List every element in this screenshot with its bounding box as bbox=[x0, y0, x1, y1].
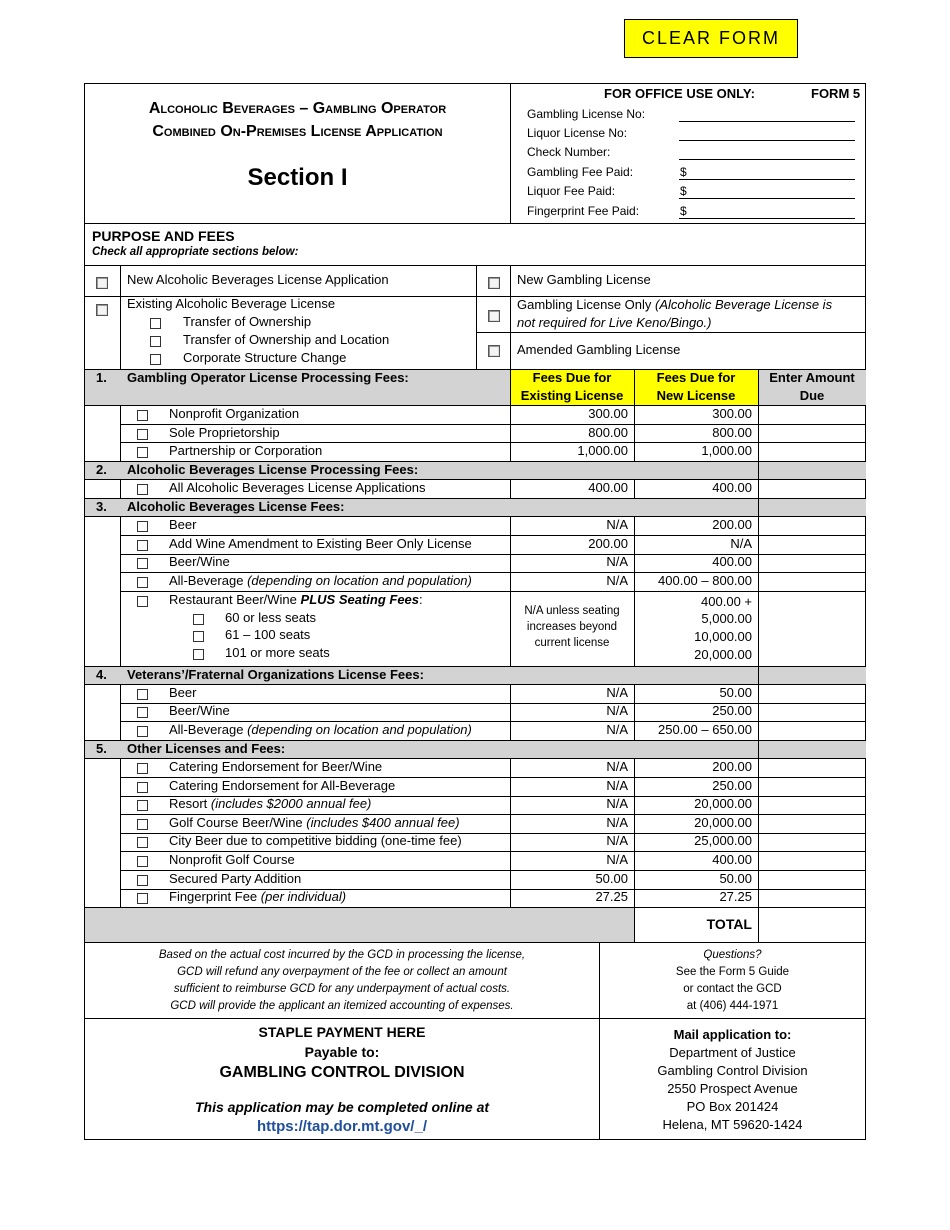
restaurant-new-fee: 5,000.00 bbox=[701, 611, 752, 626]
transfer-location-checkbox[interactable] bbox=[150, 336, 161, 347]
section-title: Section I bbox=[247, 164, 348, 191]
row-checkbox[interactable] bbox=[137, 540, 148, 551]
office-field-label: Check Number: bbox=[527, 145, 611, 159]
row-new-fee: 400.00 bbox=[712, 480, 752, 495]
row-label: Partnership or Corporation bbox=[169, 443, 323, 458]
col-enter-header-2: Due bbox=[799, 388, 825, 403]
row-existing-fee: N/A bbox=[606, 517, 628, 532]
office-field-line[interactable] bbox=[679, 218, 855, 219]
transfer-ownership-label: Transfer of Ownership bbox=[183, 314, 312, 329]
row-new-fee: 800.00 bbox=[712, 425, 752, 440]
existing-alcohol-label: Existing Alcoholic Beverage License bbox=[127, 296, 336, 311]
row-existing-fee: N/A bbox=[606, 833, 628, 848]
section-3-title: Alcoholic Beverages License Fees: bbox=[127, 499, 345, 514]
gambling-only-note: not required for Live Keno/Bingo.) bbox=[517, 315, 712, 330]
row-label: Catering Endorsement for All-Beverage bbox=[169, 778, 396, 793]
col-existing-header: Fees Due for bbox=[532, 370, 612, 385]
total-amount-field[interactable] bbox=[759, 908, 865, 941]
form-number: FORM 5 bbox=[811, 86, 861, 101]
restaurant-new-fee: 10,000.00 bbox=[694, 629, 752, 644]
amended-gambling-label: Amended Gambling License bbox=[517, 342, 681, 357]
row-checkbox[interactable] bbox=[137, 577, 148, 588]
row-existing-fee: 200.00 bbox=[588, 536, 628, 551]
row-checkbox[interactable] bbox=[137, 596, 148, 607]
restaurant-new-fee: 400.00 + bbox=[701, 594, 752, 609]
row-checkbox[interactable] bbox=[137, 763, 148, 774]
mail-line: Helena, MT 59620-1424 bbox=[662, 1117, 803, 1132]
row-checkbox[interactable] bbox=[137, 893, 148, 904]
row-checkbox[interactable] bbox=[137, 484, 148, 495]
row-existing-fee: 50.00 bbox=[595, 871, 628, 886]
seat-checkbox[interactable] bbox=[193, 649, 204, 660]
row-label: Golf Course Beer/Wine (includes $400 annual fee) bbox=[169, 815, 460, 830]
restaurant-existing-note: current license bbox=[534, 637, 610, 649]
row-new-fee: 200.00 bbox=[712, 517, 752, 532]
payable-to: Payable to: bbox=[304, 1044, 380, 1060]
row-existing-fee: N/A bbox=[606, 796, 628, 811]
row-label: Beer bbox=[169, 685, 197, 700]
office-field-label: Fingerprint Fee Paid: bbox=[527, 204, 640, 218]
amount-due-fields[interactable] bbox=[759, 685, 865, 739]
questions-title: Questions? bbox=[703, 949, 762, 961]
row-label: Nonprofit Organization bbox=[169, 406, 300, 421]
row-existing-fee: 800.00 bbox=[588, 425, 628, 440]
row-label: All-Beverage (depending on location and population) bbox=[169, 573, 472, 588]
row-existing-fee: 300.00 bbox=[588, 406, 628, 421]
col-existing-header-2: Existing License bbox=[520, 388, 624, 403]
new-alcohol-checkbox[interactable] bbox=[96, 277, 108, 289]
row-existing-fee: N/A bbox=[606, 815, 628, 830]
dollar-sign: $ bbox=[680, 204, 687, 218]
office-field-label: Gambling Fee Paid: bbox=[527, 165, 634, 179]
office-field-line[interactable] bbox=[679, 159, 855, 160]
row-new-fee: 400.00 bbox=[712, 852, 752, 867]
row-label: Beer/Wine bbox=[169, 554, 230, 569]
row-existing-fee: N/A bbox=[606, 703, 628, 718]
row-label: All Alcoholic Beverages License Applications bbox=[169, 480, 426, 495]
row-label: Resort (includes $2000 annual fee) bbox=[169, 796, 372, 811]
row-existing-fee: N/A bbox=[606, 759, 628, 774]
row-existing-fee: 400.00 bbox=[588, 480, 628, 495]
mail-line: Department of Justice bbox=[669, 1045, 796, 1060]
office-field-line[interactable] bbox=[679, 140, 855, 141]
payee-name: GAMBLING CONTROL DIVISION bbox=[219, 1064, 465, 1081]
row-label: Secured Party Addition bbox=[169, 871, 302, 886]
section-4-number: 4. bbox=[96, 667, 107, 682]
row-new-fee: 250.00 – 650.00 bbox=[658, 722, 752, 737]
refund-text: Based on the actual cost incurred by the GCD in processing the license, bbox=[158, 949, 526, 961]
online-note: This application may be completed online at bbox=[194, 1099, 490, 1115]
col-new-header: Fees Due for bbox=[656, 370, 736, 385]
seat-checkbox[interactable] bbox=[193, 614, 204, 625]
section-4-title: Veterans’/Fraternal Organizations License Fees: bbox=[127, 667, 424, 682]
row-existing-fee: 27.25 bbox=[595, 889, 628, 904]
mail-line: PO Box 201424 bbox=[686, 1099, 779, 1114]
refund-text: GCD will refund any overpayment of the fee or collect an amount bbox=[177, 966, 507, 978]
restaurant-new-fee: 20,000.00 bbox=[694, 647, 752, 662]
row-checkbox[interactable] bbox=[137, 782, 148, 793]
row-checkbox[interactable] bbox=[137, 521, 148, 532]
row-label: Add Wine Amendment to Existing Beer Only License bbox=[169, 536, 472, 551]
row-label: Catering Endorsement for Beer/Wine bbox=[169, 759, 383, 774]
row-existing-fee: N/A bbox=[606, 685, 628, 700]
form-title-line2: Combined On-Premises License Application bbox=[152, 123, 443, 140]
amended-gambling-checkbox[interactable] bbox=[488, 345, 500, 357]
online-link[interactable]: https://tap.dor.mt.gov/_/ bbox=[256, 1118, 427, 1135]
new-gambling-checkbox[interactable] bbox=[488, 277, 500, 289]
restaurant-existing-note: increases beyond bbox=[526, 621, 618, 633]
row-new-fee: 400.00 – 800.00 bbox=[658, 573, 752, 588]
row-checkbox[interactable] bbox=[137, 558, 148, 569]
row-new-fee: 25,000.00 bbox=[694, 833, 752, 848]
row-checkbox[interactable] bbox=[137, 800, 148, 811]
office-field-label: Liquor License No: bbox=[527, 126, 628, 140]
section-3-number: 3. bbox=[96, 499, 107, 514]
gambling-only-checkbox[interactable] bbox=[488, 310, 500, 322]
row-new-fee: 250.00 bbox=[712, 778, 752, 793]
amount-due-fields[interactable] bbox=[759, 759, 865, 906]
office-field-line[interactable] bbox=[679, 198, 855, 199]
dollar-sign: $ bbox=[680, 184, 687, 198]
seat-checkbox[interactable] bbox=[193, 631, 204, 642]
office-use-label: FOR OFFICE USE ONLY: bbox=[604, 86, 755, 101]
total-label: TOTAL bbox=[706, 916, 752, 932]
row-new-fee: 300.00 bbox=[712, 406, 752, 421]
questions-text: or contact the GCD bbox=[683, 983, 782, 995]
questions-text: See the Form 5 Guide bbox=[675, 966, 790, 978]
row-new-fee: 50.00 bbox=[719, 685, 752, 700]
row-label: Nonprofit Golf Course bbox=[169, 852, 295, 867]
row-new-fee: 250.00 bbox=[712, 703, 752, 718]
row-existing-fee: 1,000.00 bbox=[577, 443, 628, 458]
purpose-subtitle: Check all appropriate sections below: bbox=[92, 246, 299, 258]
seat-label: 61 – 100 seats bbox=[225, 627, 311, 642]
transfer-ownership-checkbox[interactable] bbox=[150, 318, 161, 329]
refund-text: sufficient to reimburse GCD for any underpayment of actual costs. bbox=[173, 983, 511, 995]
row-label: Beer/Wine bbox=[169, 703, 230, 718]
row-existing-fee: N/A bbox=[606, 554, 628, 569]
seat-label: 60 or less seats bbox=[225, 610, 317, 625]
section-2-title: Alcoholic Beverages License Processing Fees: bbox=[127, 462, 419, 477]
office-field-line[interactable] bbox=[679, 179, 855, 180]
row-checkbox[interactable] bbox=[137, 410, 148, 421]
clear-form-button[interactable]: CLEAR FORM bbox=[624, 19, 798, 58]
row-new-fee: 20,000.00 bbox=[694, 815, 752, 830]
mail-line: 2550 Prospect Avenue bbox=[667, 1081, 798, 1096]
row-existing-fee: N/A bbox=[606, 722, 628, 737]
corporate-change-label: Corporate Structure Change bbox=[183, 350, 347, 365]
row-checkbox[interactable] bbox=[137, 689, 148, 700]
purpose-title: PURPOSE AND FEES bbox=[92, 228, 235, 244]
row-label: Sole Proprietorship bbox=[169, 425, 280, 440]
row-existing-fee: N/A bbox=[606, 778, 628, 793]
row-new-fee: 1,000.00 bbox=[701, 443, 752, 458]
restaurant-existing-note: N/A unless seating bbox=[524, 605, 620, 617]
row-new-fee: 27.25 bbox=[719, 889, 752, 904]
staple-title: STAPLE PAYMENT HERE bbox=[258, 1024, 426, 1040]
row-checkbox[interactable] bbox=[137, 429, 148, 440]
section-1-title: Gambling Operator License Processing Fees: bbox=[127, 370, 409, 385]
row-checkbox[interactable] bbox=[137, 726, 148, 737]
mail-title: Mail application to: bbox=[673, 1027, 792, 1042]
dollar-sign: $ bbox=[680, 165, 687, 179]
amount-due-fields[interactable] bbox=[759, 517, 865, 665]
new-alcohol-label: New Alcoholic Beverages License Application bbox=[127, 272, 389, 287]
application-form bbox=[84, 83, 866, 1140]
row-label: Beer bbox=[169, 517, 197, 532]
row-checkbox[interactable] bbox=[137, 447, 148, 458]
office-field-line[interactable] bbox=[679, 121, 855, 122]
row-new-fee: 400.00 bbox=[712, 554, 752, 569]
row-checkbox[interactable] bbox=[137, 856, 148, 867]
row-label: City Beer due to competitive bidding (one-time fee) bbox=[169, 833, 462, 848]
row-label: All-Beverage (depending on location and population) bbox=[169, 722, 472, 737]
row-existing-fee: N/A bbox=[606, 852, 628, 867]
new-gambling-label: New Gambling License bbox=[517, 272, 651, 287]
col-enter-header: Enter Amount bbox=[769, 370, 855, 385]
row-checkbox[interactable] bbox=[137, 819, 148, 830]
row-label: Fingerprint Fee (per individual) bbox=[169, 889, 347, 904]
amount-due-fields[interactable] bbox=[759, 406, 865, 461]
row-checkbox[interactable] bbox=[137, 707, 148, 718]
refund-text: GCD will provide the applicant an itemized accounting of expenses. bbox=[170, 1000, 514, 1012]
section-5-number: 5. bbox=[96, 741, 107, 756]
row-label: Restaurant Beer/Wine PLUS Seating Fees: bbox=[169, 592, 423, 607]
existing-alcohol-checkbox[interactable] bbox=[96, 304, 108, 316]
section-5-title: Other Licenses and Fees: bbox=[127, 741, 286, 756]
section-1-number: 1. bbox=[96, 370, 107, 385]
row-checkbox[interactable] bbox=[137, 875, 148, 886]
row-new-fee: 200.00 bbox=[712, 759, 752, 774]
row-new-fee: 20,000.00 bbox=[694, 796, 752, 811]
mail-line: Gambling Control Division bbox=[657, 1063, 808, 1078]
office-field-label: Liquor Fee Paid: bbox=[527, 184, 616, 198]
corporate-change-checkbox[interactable] bbox=[150, 354, 161, 365]
row-checkbox[interactable] bbox=[137, 837, 148, 848]
section-2-number: 2. bbox=[96, 462, 107, 477]
col-new-header-2: New License bbox=[656, 388, 736, 403]
seat-label: 101 or more seats bbox=[225, 645, 330, 660]
gambling-only-label: Gambling License Only (Alcoholic Beverage License is bbox=[517, 297, 833, 312]
office-field-label: Gambling License No: bbox=[527, 107, 646, 121]
row-new-fee: N/A bbox=[730, 536, 752, 551]
row-new-fee: 50.00 bbox=[719, 871, 752, 886]
questions-phone: at (406) 444-1971 bbox=[686, 1000, 779, 1012]
form-title-line1: Alcoholic Beverages – Gambling Operator bbox=[148, 100, 447, 117]
row-existing-fee: N/A bbox=[606, 573, 628, 588]
transfer-location-label: Transfer of Ownership and Location bbox=[183, 332, 390, 347]
